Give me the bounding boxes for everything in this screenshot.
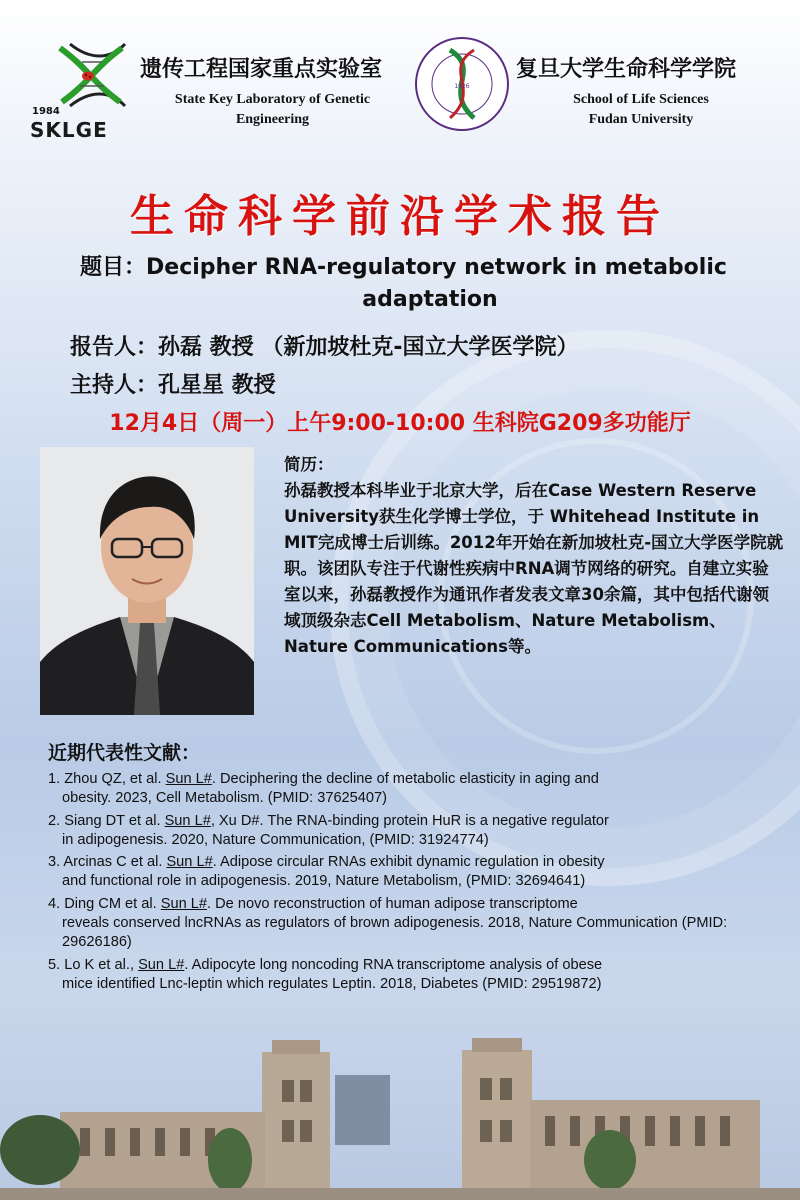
ref-continuation: in adipogenesis. 2020, Nature Communication, (PMID: 31924774): [62, 831, 489, 848]
ref-corresponding-author: Sun L#: [166, 854, 213, 871]
sklge-logo: [30, 40, 150, 140]
ref-number: 1.: [48, 771, 61, 787]
ref-continuation: obesity. 2023, Cell Metabolism. (PMID: 37625407): [62, 790, 388, 807]
reference-item: [48, 956, 778, 995]
topic-label: 题目：: [80, 255, 147, 280]
ref-number: 3.: [48, 854, 61, 871]
ref-title: . Adipocyte long noncoding RNA transcriptome analysis of obese: [184, 956, 603, 973]
speaker-line: 报告人：孙磊 教授 （新加坡杜克-国立大学医学院）: [70, 335, 579, 360]
reference-list: [48, 770, 778, 997]
ref-authors: Lo K et al.,: [64, 956, 139, 973]
reference-item: [48, 770, 778, 809]
fudan-seal-icon: [412, 30, 512, 138]
bio-label: 简历：: [284, 455, 334, 474]
ref-corresponding-author: Sun L#: [165, 771, 212, 787]
reference-item: [48, 853, 778, 892]
ref-corresponding-author: Sun L#: [160, 895, 208, 912]
lab-name-cn: 遗传工程国家重点实验室: [140, 57, 383, 82]
ref-title: . De novo reconstruction of human adipose transcriptome: [207, 895, 578, 912]
ref-continuation: and functional role in adipogenesis. 2019, Nature Metabolism, (PMID: 32694641): [62, 873, 586, 890]
bio-text: 孙磊教授本科毕业于北京大学，后在Case Western Reserve University获生化学博士学位，于 Whitehead Institute in MIT完成博士后训练。2012年开始在新加坡杜克-国立大学医学院就职。该团队专注于代谢性疾病中RNA调节网络的研究。自建立实验室以来，孙磊教授作为通讯作者发表文章30余篇，其中包括代谢领域顶级杂志Cell Metabolism、Nature Metabolism、Nature Communications等。: [284, 481, 784, 656]
ref-authors: Ding CM et al.: [64, 895, 161, 912]
reference-item: [48, 812, 778, 851]
ref-authors: Zhou QZ, et al.: [64, 771, 166, 787]
references-title: 近期代表性文献：: [48, 742, 201, 764]
ref-number: 2.: [48, 812, 61, 829]
reference-item: [48, 895, 778, 953]
ref-title: . Deciphering the decline of metabolic elasticity in aging and: [211, 771, 599, 787]
speaker-bio: [284, 452, 784, 660]
ref-corresponding-author: Sun L#: [138, 956, 185, 973]
sklge-year: 1984: [32, 106, 60, 117]
school-name-en: [516, 90, 766, 130]
school-name-en-line2: Fudan University: [588, 112, 694, 127]
speaker-photo: [40, 447, 254, 715]
campus-buildings-icon: [0, 1020, 800, 1200]
ref-continuation: mice identified Lnc-leptin which regulates Leptin. 2018, Diabetes (PMID: 29519872): [62, 975, 602, 992]
ref-number: 5.: [48, 956, 61, 973]
ref-authors: Siang DT et al.: [64, 812, 165, 829]
lab-name-en: [140, 90, 405, 130]
topic-line2: adaptation: [362, 287, 498, 312]
school-name-en-line1: School of Life Sciences: [573, 92, 709, 107]
host-line: 主持人：孔星星 教授: [70, 373, 276, 398]
talk-topic: [80, 252, 760, 316]
fudan-life-science-logo: [412, 30, 512, 138]
poster-title: 生命科学前沿学术报告: [130, 191, 670, 242]
ref-title: , Xu D#. The RNA-binding protein HuR is a negative regulator: [210, 812, 609, 829]
topic-line1: Decipher RNA-regulatory network in metabolic: [146, 255, 727, 280]
ref-continuation: reveals conserved lncRNAs as regulators of brown adipogenesis. 2018, Nature Communication (PMID: 29626186): [62, 915, 728, 951]
ref-title: . Adipose circular RNAs exhibit dynamic regulation in obesity: [212, 854, 605, 871]
dna-helix-icon: [30, 40, 150, 110]
ref-corresponding-author: Sun L#: [164, 812, 211, 829]
fudan-logo-year: 1926: [454, 83, 470, 90]
sklge-abbr: SKLGE: [30, 118, 108, 142]
campus-image: [0, 1020, 800, 1200]
header: [0, 0, 800, 170]
time-and-venue: 12月4日（周一）上午9:00-10:00 生科院G209多功能厅: [109, 411, 691, 436]
ref-number: 4.: [48, 895, 61, 912]
ref-authors: Arcinas C et al.: [63, 854, 167, 871]
school-name-cn: 复旦大学生命科学学院: [516, 57, 737, 82]
speaker-portrait-icon: [40, 447, 254, 715]
lab-name-en-line1: State Key Laboratory of Genetic: [174, 92, 371, 107]
lab-name-en-line2: Engineering: [235, 112, 310, 127]
